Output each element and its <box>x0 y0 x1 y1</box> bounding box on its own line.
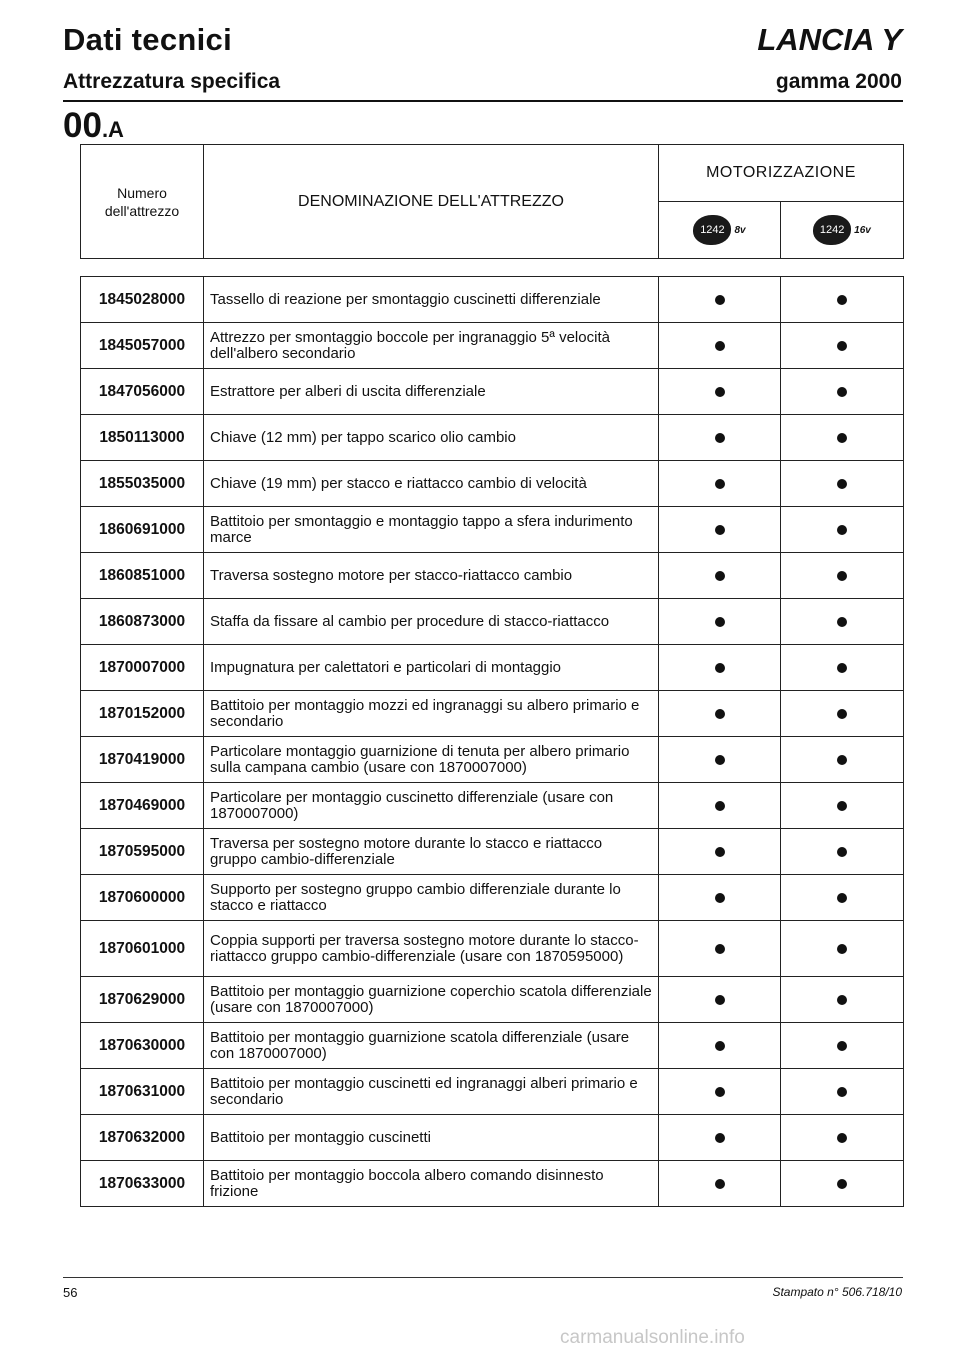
table-row <box>81 977 904 1023</box>
tool-number: 1860851000 <box>81 553 204 599</box>
applicable-dot-icon <box>837 755 847 765</box>
applicable-dot-icon <box>715 571 725 581</box>
tool-description: Traversa sostegno motore per stacco-riattacco cambio <box>204 553 659 599</box>
applicability-e16v-cell <box>781 553 904 599</box>
applicability-e8v-cell <box>659 415 781 461</box>
tool-number: 1860873000 <box>81 599 204 645</box>
page-number: 56 <box>63 1285 78 1300</box>
table-row <box>81 599 904 645</box>
tool-number: 1855035000 <box>81 461 204 507</box>
table-row <box>81 691 904 737</box>
applicable-dot-icon <box>715 387 725 397</box>
tool-number: 1870600000 <box>81 875 204 921</box>
table-row <box>81 369 904 415</box>
applicability-e16v-cell <box>781 369 904 415</box>
tool-description: Battitoio per montaggio guarnizione scatola differenziale (usare con 1870007000) <box>204 1023 659 1069</box>
applicable-dot-icon <box>715 801 725 811</box>
applicable-dot-icon <box>837 801 847 811</box>
applicability-e16v-cell <box>781 645 904 691</box>
tool-description: Impugnatura per calettatori e particolari di montaggio <box>204 645 659 691</box>
engine-valves-label: 8v <box>734 224 746 236</box>
table-row <box>81 783 904 829</box>
applicability-e16v-cell <box>781 323 904 369</box>
tool-number: 1847056000 <box>81 369 204 415</box>
applicable-dot-icon <box>715 341 725 351</box>
applicable-dot-icon <box>715 1087 725 1097</box>
engine-8v-cell <box>659 202 781 259</box>
tool-description: Staffa da fissare al cambio per procedure di stacco-riattacco <box>204 599 659 645</box>
tools-table-body <box>81 277 904 1207</box>
applicable-dot-icon <box>715 1041 725 1051</box>
tool-number: 1870007000 <box>81 645 204 691</box>
applicable-dot-icon <box>837 893 847 903</box>
applicable-dot-icon <box>715 1133 725 1143</box>
tool-description: Chiave (19 mm) per stacco e riattacco cambio di velocità <box>204 461 659 507</box>
tool-number: 1870152000 <box>81 691 204 737</box>
tool-number: 1870629000 <box>81 977 204 1023</box>
table-row <box>81 1115 904 1161</box>
applicable-dot-icon <box>837 525 847 535</box>
applicability-e8v-cell <box>659 875 781 921</box>
applicability-e16v-cell <box>781 415 904 461</box>
applicable-dot-icon <box>837 617 847 627</box>
applicability-e16v-cell <box>781 977 904 1023</box>
applicable-dot-icon <box>837 1179 847 1189</box>
applicability-e8v-cell <box>659 829 781 875</box>
print-reference: Stampato n° 506.718/10 <box>772 1285 902 1299</box>
applicability-e8v-cell <box>659 461 781 507</box>
tool-number: 1870595000 <box>81 829 204 875</box>
engine-badge-icon: 1242 <box>813 215 851 245</box>
engine-badge-icon: 1242 <box>693 215 731 245</box>
applicability-e8v-cell <box>659 323 781 369</box>
table-row <box>81 1023 904 1069</box>
applicable-dot-icon <box>837 433 847 443</box>
applicability-e16v-cell <box>781 461 904 507</box>
applicable-dot-icon <box>837 1133 847 1143</box>
applicable-dot-icon <box>715 1179 725 1189</box>
tool-number: 1870419000 <box>81 737 204 783</box>
applicable-dot-icon <box>715 663 725 673</box>
tool-description: Coppia supporti per traversa sostegno motore durante lo stacco-riattacco gruppo cambio-differenziale (usare con 1870595000) <box>204 921 659 977</box>
applicability-e8v-cell <box>659 1161 781 1207</box>
tool-number: 1870469000 <box>81 783 204 829</box>
tool-description: Chiave (12 mm) per tappo scarico olio cambio <box>204 415 659 461</box>
applicability-e16v-cell <box>781 599 904 645</box>
applicability-e8v-cell <box>659 645 781 691</box>
tool-description: Estrattore per alberi di uscita differenziale <box>204 369 659 415</box>
tool-description: Battitoio per smontaggio e montaggio tappo a sfera indurimento marce <box>204 507 659 553</box>
applicability-e16v-cell <box>781 737 904 783</box>
applicable-dot-icon <box>715 944 725 954</box>
tool-description: Battitoio per montaggio cuscinetti ed ingranaggi alberi primario e secondario <box>204 1069 659 1115</box>
applicability-e16v-cell <box>781 1161 904 1207</box>
tool-description: Attrezzo per smontaggio boccole per ingranaggio 5ª velocità dell'albero secondario <box>204 323 659 369</box>
applicable-dot-icon <box>715 295 725 305</box>
table-row <box>81 875 904 921</box>
table-row <box>81 1161 904 1207</box>
tool-description: Battitoio per montaggio guarnizione coperchio scatola differenziale (usare con 1870007000) <box>204 977 659 1023</box>
tool-number: 1870631000 <box>81 1069 204 1115</box>
tool-number: 1870630000 <box>81 1023 204 1069</box>
header-engine-label: MOTORIZZAZIONE <box>706 164 856 181</box>
applicability-e16v-cell <box>781 1069 904 1115</box>
tool-description: Traversa per sostegno motore durante lo stacco e riattacco gruppo cambio-differenziale <box>204 829 659 875</box>
applicability-e16v-cell <box>781 1115 904 1161</box>
applicability-e8v-cell <box>659 921 781 977</box>
header-number-label: Numero dell'attrezzo <box>104 184 180 219</box>
applicability-e16v-cell <box>781 277 904 323</box>
tool-description: Battitoio per montaggio boccola albero comando disinnesto frizione <box>204 1161 659 1207</box>
applicable-dot-icon <box>837 295 847 305</box>
applicability-e8v-cell <box>659 737 781 783</box>
applicable-dot-icon <box>715 525 725 535</box>
tools-table <box>80 276 904 1207</box>
applicability-e8v-cell <box>659 277 781 323</box>
applicable-dot-icon <box>715 709 725 719</box>
applicable-dot-icon <box>837 709 847 719</box>
applicability-e8v-cell <box>659 1115 781 1161</box>
table-row <box>81 645 904 691</box>
table-row <box>81 461 904 507</box>
section-code-main: 00 <box>63 106 102 145</box>
tool-number: 1845028000 <box>81 277 204 323</box>
applicability-e8v-cell <box>659 1023 781 1069</box>
applicability-e8v-cell <box>659 369 781 415</box>
applicability-e8v-cell <box>659 691 781 737</box>
applicable-dot-icon <box>837 663 847 673</box>
applicability-e16v-cell <box>781 875 904 921</box>
tool-description: Particolare per montaggio cuscinetto differenziale (usare con 1870007000) <box>204 783 659 829</box>
applicable-dot-icon <box>715 893 725 903</box>
applicability-e8v-cell <box>659 553 781 599</box>
page-subtitle: Attrezzatura specifica <box>63 70 281 93</box>
table-row <box>81 277 904 323</box>
applicable-dot-icon <box>837 341 847 351</box>
table-row <box>81 829 904 875</box>
tool-number: 1870632000 <box>81 1115 204 1161</box>
table-row <box>81 415 904 461</box>
table-row <box>81 323 904 369</box>
applicable-dot-icon <box>715 479 725 489</box>
applicability-e16v-cell <box>781 507 904 553</box>
footer-rule <box>63 1277 903 1278</box>
applicable-dot-icon <box>837 479 847 489</box>
section-code-suffix: .A <box>101 117 124 142</box>
applicable-dot-icon <box>837 847 847 857</box>
tool-description: Supporto per sostegno gruppo cambio differenziale durante lo stacco e riattacco <box>204 875 659 921</box>
applicability-e16v-cell <box>781 829 904 875</box>
page-title: Dati tecnici <box>63 22 232 57</box>
applicable-dot-icon <box>715 617 725 627</box>
applicability-e8v-cell <box>659 1069 781 1115</box>
brand-title: LANCIA Y <box>757 22 902 57</box>
tool-description: Particolare montaggio guarnizione di tenuta per albero primario sulla campana cambio (usare con 1870007000) <box>204 737 659 783</box>
engine-8v <box>693 215 745 245</box>
engine-valves-label: 16v <box>854 224 871 236</box>
applicable-dot-icon <box>837 1041 847 1051</box>
applicability-e8v-cell <box>659 599 781 645</box>
applicability-e16v-cell <box>781 691 904 737</box>
applicable-dot-icon <box>837 1087 847 1097</box>
tool-description: Battitoio per montaggio cuscinetti <box>204 1115 659 1161</box>
applicability-e16v-cell <box>781 1023 904 1069</box>
applicability-e16v-cell <box>781 921 904 977</box>
header-name-cell <box>204 145 659 259</box>
header-engine-cell <box>659 145 904 202</box>
tool-number: 1850113000 <box>81 415 204 461</box>
header-number-cell <box>81 145 204 259</box>
applicable-dot-icon <box>837 571 847 581</box>
engine-16v-cell <box>781 202 904 259</box>
table-header <box>80 144 904 259</box>
applicable-dot-icon <box>837 944 847 954</box>
header-rule <box>63 100 903 102</box>
applicable-dot-icon <box>715 847 725 857</box>
header-name-label: DENOMINAZIONE DELL'ATTREZZO <box>298 192 564 210</box>
table-row <box>81 737 904 783</box>
applicability-e16v-cell <box>781 783 904 829</box>
applicable-dot-icon <box>837 387 847 397</box>
tool-number: 1860691000 <box>81 507 204 553</box>
table-row <box>81 507 904 553</box>
tool-description: Tassello di reazione per smontaggio cuscinetti differenziale <box>204 277 659 323</box>
applicability-e8v-cell <box>659 977 781 1023</box>
watermark: carmanualsonline.info <box>560 1327 745 1348</box>
applicability-e8v-cell <box>659 507 781 553</box>
tool-description: Battitoio per montaggio mozzi ed ingranaggi su albero primario e secondario <box>204 691 659 737</box>
applicable-dot-icon <box>715 755 725 765</box>
table-row <box>81 1069 904 1115</box>
applicable-dot-icon <box>837 995 847 1005</box>
tool-number: 1845057000 <box>81 323 204 369</box>
applicable-dot-icon <box>715 433 725 443</box>
tool-number: 1870633000 <box>81 1161 204 1207</box>
applicability-e8v-cell <box>659 783 781 829</box>
engine-16v <box>813 215 871 245</box>
section-code <box>63 106 124 146</box>
applicable-dot-icon <box>715 995 725 1005</box>
table-row <box>81 921 904 977</box>
tool-number: 1870601000 <box>81 921 204 977</box>
range-subtitle: gamma 2000 <box>775 70 902 93</box>
table-row <box>81 553 904 599</box>
